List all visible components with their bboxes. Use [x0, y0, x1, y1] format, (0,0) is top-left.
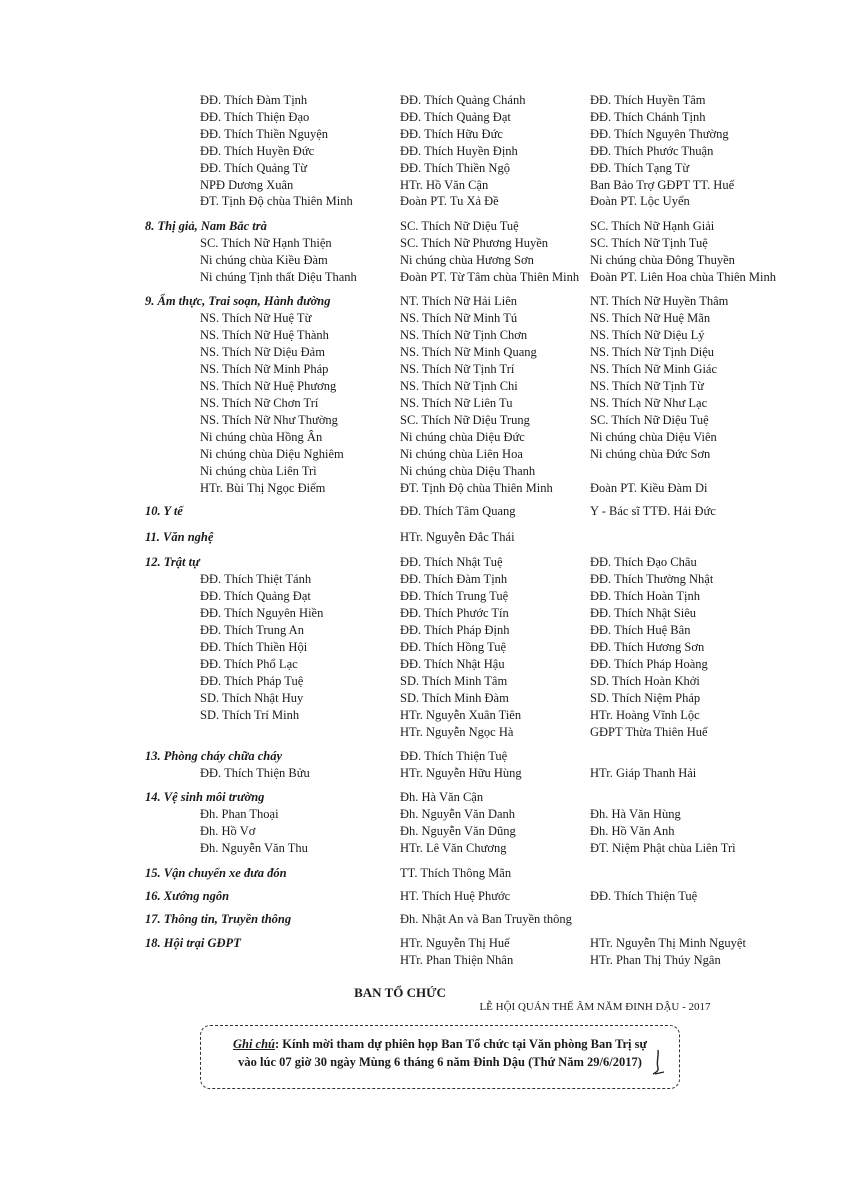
name-col-2: ĐT. Tịnh Độ chùa Thiên Minh: [400, 481, 553, 495]
name-col-2: NS. Thích Nữ Tịnh Chi: [400, 379, 518, 393]
name-col-3: NS. Thích Nữ Diệu Lý: [590, 328, 705, 342]
name-col-1: NS. Thích Nữ Diệu Đảm: [200, 345, 325, 359]
name-col-3: ĐĐ. Thích Nguyên Thường: [590, 127, 729, 141]
name-col-1: NS. Thích Nữ Như Thường: [200, 413, 338, 427]
name-col-2: Đh. Nguyễn Văn Danh: [400, 807, 516, 821]
assignment-row: [0, 935, 843, 952]
assignment-row: [0, 463, 843, 480]
section-heading: 18. Hội trại GĐPT: [145, 936, 241, 950]
name-col-1: NS. Thích Nữ Huệ Thành: [200, 328, 329, 342]
name-col-3: Đh. Hà Văn Hùng: [590, 807, 681, 821]
assignment-row: [0, 622, 843, 639]
name-col-2: Ni chúng chùa Diệu Thanh: [400, 464, 536, 478]
name-col-3: ĐT. Niệm Phật chùa Liên Trì: [590, 841, 736, 855]
section-heading: 12. Trật tự: [145, 555, 200, 569]
name-col-3: ĐĐ. Thích Pháp Hoàng: [590, 657, 708, 671]
name-col-3: NS. Thích Nữ Minh Giác: [590, 362, 718, 376]
assignment-row: [0, 429, 843, 446]
name-col-1: ĐT. Tịnh Độ chùa Thiên Minh: [200, 194, 353, 208]
name-col-3: NS. Thích Nữ Tịnh Diệu: [590, 345, 715, 359]
assignment-row: [0, 748, 843, 765]
name-col-3: HTr. Giáp Thanh Hải: [590, 766, 697, 780]
name-col-1: Ni chúng chùa Hồng Ân: [200, 430, 323, 444]
name-col-3: NS. Thích Nữ Như Lạc: [590, 396, 708, 410]
name-col-1: SC. Thích Nữ Hạnh Thiện: [200, 236, 332, 250]
name-col-2: ĐĐ. Thích Trung Tuệ: [400, 589, 509, 603]
assignment-row: [0, 143, 843, 160]
assignment-row: [0, 888, 843, 905]
assignment-row: [0, 378, 843, 395]
name-col-1: Ni chúng Tịnh thất Diệu Thanh: [200, 270, 357, 284]
section-heading: 14. Vệ sinh môi trường: [145, 790, 265, 804]
name-col-3: ĐĐ. Thích Thiện Tuệ: [590, 889, 698, 903]
name-col-3: Đoàn PT. Lộc Uyển: [590, 194, 690, 208]
assignment-row: [0, 823, 843, 840]
name-col-1: ĐĐ. Thích Huyền Đức: [200, 144, 315, 158]
name-col-3: ĐĐ. Thích Huyền Tâm: [590, 93, 706, 107]
section-heading: 9. Ẩm thực, Trai soạn, Hành đường: [145, 294, 331, 308]
name-col-2: Đoàn PT. Tu Xả Đề: [400, 194, 499, 208]
name-col-1: ĐĐ. Thích Pháp Tuệ: [200, 674, 304, 688]
name-col-2: SC. Thích Nữ Phương Huyền: [400, 236, 549, 250]
name-col-2: HTr. Lê Văn Chương: [400, 841, 507, 855]
name-col-3: GĐPT Thừa Thiên Huế: [590, 725, 708, 739]
assignment-row: [0, 806, 843, 823]
name-col-1: ĐĐ. Thích Thiện Bửu: [200, 766, 310, 780]
name-col-1: Đh. Phan Thoại: [200, 807, 279, 821]
name-col-2: HTr. Phan Thiện Nhân: [400, 953, 514, 967]
name-col-2: TT. Thích Thông Mãn: [400, 866, 512, 880]
name-col-2: HTr. Nguyễn Xuân Tiên: [400, 708, 522, 722]
name-col-2: HTr. Nguyễn Hữu Hùng: [400, 766, 522, 780]
section-heading: 16. Xướng ngôn: [145, 889, 230, 903]
assignment-row: [0, 218, 843, 235]
note-box: [200, 1025, 680, 1089]
name-col-3: SC. Thích Nữ Hạnh Giải: [590, 219, 715, 233]
assignment-row: [0, 529, 843, 546]
name-col-1: ĐĐ. Thích Thiền Hội: [200, 640, 308, 654]
name-col-1: Ni chúng chùa Liên Trì: [200, 464, 317, 478]
assignment-row: [0, 571, 843, 588]
name-col-1: ĐĐ. Thích Đàm Tịnh: [200, 93, 308, 107]
name-col-1: SD. Thích Nhật Huy: [200, 691, 304, 705]
assignment-row: [0, 588, 843, 605]
name-col-1: NS. Thích Nữ Huệ Từ: [200, 311, 312, 325]
name-col-2: ĐĐ. Thích Nhật Tuệ: [400, 555, 503, 569]
section-heading: 10. Y tế: [145, 504, 183, 518]
assignment-row: [0, 480, 843, 497]
assignment-row: [0, 412, 843, 429]
name-col-3: ĐĐ. Thích Phước Thuận: [590, 144, 714, 158]
name-col-2: HTr. Nguyễn Ngọc Hà: [400, 725, 514, 739]
name-col-1: NS. Thích Nữ Huệ Phương: [200, 379, 337, 393]
name-col-3: SD. Thích Niệm Pháp: [590, 691, 701, 705]
name-col-3: Đoàn PT. Liên Hoa chùa Thiên Minh: [590, 270, 776, 284]
name-col-3: ĐĐ. Thích Hoàn Tịnh: [590, 589, 700, 603]
note-line-1: [215, 1035, 665, 1053]
organizer-event: LỄ HỘI QUÁN THẾ ÂM NĂM ĐINH DẬU - 2017: [479, 1001, 711, 1013]
name-col-1: NS. Thích Nữ Minh Pháp: [200, 362, 329, 376]
name-col-1: ĐĐ. Thích Thiền Nguyện: [200, 127, 328, 141]
signature-mark: [651, 1048, 665, 1076]
section-heading: 8. Thị giả, Nam Bắc trà: [145, 219, 267, 233]
organizer-title: BAN TỔ CHỨC: [354, 985, 446, 1000]
name-col-2: Đh. Hà Văn Cận: [400, 790, 484, 804]
assignment-row: [0, 193, 843, 210]
name-col-1: Ni chúng chùa Diệu Nghiêm: [200, 447, 344, 461]
assignment-row: [0, 656, 843, 673]
assignment-row: [0, 503, 843, 520]
name-col-1: NS. Thích Nữ Chơn Trí: [200, 396, 319, 410]
assignment-row: [0, 310, 843, 327]
name-col-2: NS. Thích Nữ Minh Quang: [400, 345, 537, 359]
name-col-2: ĐĐ. Thích Pháp Định: [400, 623, 510, 637]
name-col-2: ĐĐ. Thích Hồng Tuệ: [400, 640, 507, 654]
assignment-row: [0, 327, 843, 344]
name-col-3: ĐĐ. Thích Hương Sơn: [590, 640, 705, 654]
name-col-3: Đoàn PT. Kiều Đàm Di: [590, 481, 708, 495]
assignment-row: [0, 177, 843, 194]
assignment-row: [0, 554, 843, 571]
assignment-row: [0, 344, 843, 361]
name-col-3: SC. Thích Nữ Tịnh Tuệ: [590, 236, 708, 250]
section-heading: 13. Phòng cháy chữa cháy: [145, 749, 282, 763]
name-col-1: SD. Thích Trí Minh: [200, 708, 300, 722]
name-col-3: SD. Thích Hoàn Khởi: [590, 674, 700, 688]
note-label: Ghi chú: [232, 1037, 275, 1051]
assignment-row: [0, 109, 843, 126]
name-col-3: HTr. Nguyễn Thị Minh Nguyệt: [590, 936, 746, 950]
section-heading: 17. Thông tin, Truyền thông: [145, 912, 292, 926]
name-col-2: Đh. Nguyễn Văn Dũng: [400, 824, 516, 838]
name-col-3: ĐĐ. Thích Tạng Từ: [590, 161, 690, 175]
assignment-row: [0, 92, 843, 109]
name-col-2: Ni chúng chùa Diệu Đức: [400, 430, 525, 444]
name-col-2: ĐĐ. Thích Hữu Đức: [400, 127, 503, 141]
name-col-2: Đh. Nhật An và Ban Truyền thông: [400, 912, 572, 926]
name-col-3: ĐĐ. Thích Chánh Tịnh: [590, 110, 706, 124]
name-col-2: SC. Thích Nữ Diệu Tuệ: [400, 219, 519, 233]
name-col-2: ĐĐ. Thích Thiện Tuệ: [400, 749, 508, 763]
name-col-1: ĐĐ. Thích Nguyên Hiền: [200, 606, 324, 620]
name-col-2: ĐĐ. Thích Phước Tín: [400, 606, 509, 620]
name-col-2: ĐĐ. Thích Đàm Tịnh: [400, 572, 508, 586]
name-col-3: SC. Thích Nữ Diệu Tuệ: [590, 413, 709, 427]
name-col-3: Ban Bảo Trợ GĐPT TT. Huế: [590, 178, 735, 192]
name-col-2: SC. Thích Nữ Diệu Trung: [400, 413, 530, 427]
name-col-1: HTr. Bùi Thị Ngọc Điểm: [200, 481, 326, 495]
name-col-2: NS. Thích Nữ Minh Tú: [400, 311, 518, 325]
name-col-2: HTr. Nguyễn Đắc Thái: [400, 530, 515, 544]
assignment-row: [0, 293, 843, 310]
assignment-row: [0, 765, 843, 782]
name-col-3: NT. Thích Nữ Huyền Thâm: [590, 294, 729, 308]
name-col-1: NPĐ Dương Xuân: [200, 178, 294, 192]
name-col-2: SD. Thích Minh Đàm: [400, 691, 509, 705]
name-col-1: ĐĐ. Thích Quảng Từ: [200, 161, 307, 175]
name-col-2: NS. Thích Nữ Tịnh Chơn: [400, 328, 528, 342]
name-col-1: Ni chúng chùa Kiều Đàm: [200, 253, 328, 267]
name-col-2: ĐĐ. Thích Nhật Hậu: [400, 657, 505, 671]
name-col-3: HTr. Phan Thị Thúy Ngân: [590, 953, 721, 967]
section-heading: 11. Văn nghệ: [145, 530, 214, 544]
name-col-3: Ni chúng chùa Đức Sơn: [590, 447, 711, 461]
assignment-row: [0, 235, 843, 252]
name-col-2: Ni chúng chùa Hương Sơn: [400, 253, 534, 267]
name-col-1: ĐĐ. Thích Trung An: [200, 623, 304, 637]
name-col-2: HT. Thích Huệ Phước: [400, 889, 511, 903]
name-col-2: ĐĐ. Thích Thiền Ngộ: [400, 161, 510, 175]
assignment-row: [0, 724, 843, 741]
assignment-row: [0, 952, 843, 969]
note-text-1: : Kính mời tham dự phiên họp Ban Tổ chức tại Văn phòng Ban Trị sự: [275, 1037, 648, 1051]
name-col-3: ĐĐ. Thích Đạo Châu: [590, 555, 697, 569]
name-col-1: ĐĐ. Thích Thiệt Tánh: [200, 572, 312, 586]
name-col-3: Y - Bác sĩ TTĐ. Hải Đức: [590, 504, 716, 518]
name-col-2: ĐĐ. Thích Quảng Đạt: [400, 110, 511, 124]
assignment-row: [0, 911, 843, 928]
name-col-1: ĐĐ. Thích Thiện Đạo: [200, 110, 310, 124]
assignment-row: [0, 269, 843, 286]
assignment-row: [0, 673, 843, 690]
name-col-2: ĐĐ. Thích Huyền Định: [400, 144, 518, 158]
assignment-row: [0, 252, 843, 269]
name-col-3: NS. Thích Nữ Tịnh Từ: [590, 379, 704, 393]
name-col-2: NS. Thích Nữ Liên Tu: [400, 396, 513, 410]
assignment-row: [0, 840, 843, 857]
assignment-row: [0, 446, 843, 463]
name-col-1: Đh. Nguyễn Văn Thu: [200, 841, 308, 855]
name-col-2: Đoàn PT. Từ Tâm chùa Thiên Minh: [400, 270, 580, 284]
assignment-row: [0, 361, 843, 378]
assignment-row: [0, 789, 843, 806]
name-col-2: ĐĐ. Thích Quảng Chánh: [400, 93, 526, 107]
name-col-3: Ni chúng chùa Diệu Viên: [590, 430, 717, 444]
name-col-3: ĐĐ. Thích Nhật Siêu: [590, 606, 697, 620]
assignment-row: [0, 639, 843, 656]
name-col-3: HTr. Hoàng Vĩnh Lộc: [590, 708, 700, 722]
name-col-3: Đh. Hồ Văn Anh: [590, 824, 675, 838]
name-col-2: HTr. Nguyễn Thị Huế: [400, 936, 510, 950]
name-col-3: Ni chúng chùa Đông Thuyền: [590, 253, 735, 267]
assignment-row: [0, 126, 843, 143]
name-col-2: SD. Thích Minh Tâm: [400, 674, 508, 688]
name-col-2: HTr. Hồ Văn Cận: [400, 178, 489, 192]
assignment-row: [0, 865, 843, 882]
name-col-1: ĐĐ. Thích Quảng Đạt: [200, 589, 311, 603]
assignment-row: [0, 395, 843, 412]
assignment-row: [0, 160, 843, 177]
name-col-3: ĐĐ. Thích Huệ Bân: [590, 623, 691, 637]
name-col-2: Ni chúng chùa Liên Hoa: [400, 447, 523, 461]
assignment-row: [0, 690, 843, 707]
name-col-2: NS. Thích Nữ Tịnh Trí: [400, 362, 515, 376]
assignment-row: [0, 605, 843, 622]
name-col-3: ĐĐ. Thích Thường Nhật: [590, 572, 714, 586]
name-col-2: ĐĐ. Thích Tâm Quang: [400, 504, 516, 518]
note-line-2: vào lúc 07 giờ 30 ngày Mùng 6 tháng 6 năm Đinh Dậu (Thứ Năm 29/6/2017): [238, 1055, 642, 1069]
name-col-2: NT. Thích Nữ Hải Liên: [400, 294, 518, 308]
assignment-row: [0, 707, 843, 724]
section-heading: 15. Vận chuyển xe đưa đón: [145, 866, 287, 880]
name-col-3: NS. Thích Nữ Huệ Mãn: [590, 311, 711, 325]
name-col-1: Đh. Hồ Vơ: [200, 824, 256, 838]
name-col-1: ĐĐ. Thích Phổ Lạc: [200, 657, 298, 671]
